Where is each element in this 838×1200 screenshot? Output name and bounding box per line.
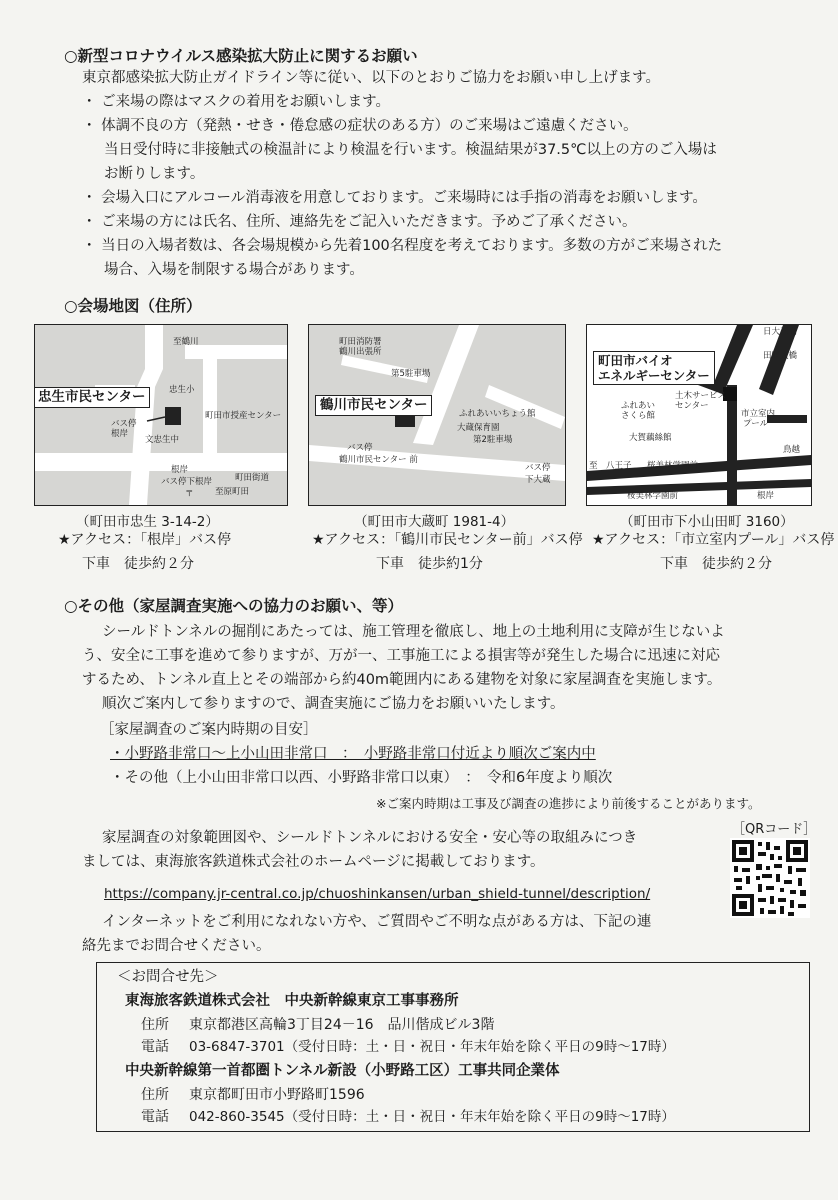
other-paragraph-5: 家屋調査の対象範囲図や、シールドトンネルにおける安全・安心等の取組みにつき <box>102 830 638 846</box>
map-bio-energy-address: （町田市下小山田町 3160） <box>620 514 794 530</box>
map-tadao-label-5: 根岸 <box>111 429 129 439</box>
contact-title: ＜お問合せ先＞ <box>117 969 219 985</box>
map-bio-label-14: 根岸 <box>757 491 775 501</box>
map-bio-label-3: ふれあい <box>621 401 656 411</box>
covid-bullet-mask: ・ ご来場の際はマスクの着用をお願いします。 <box>82 94 390 110</box>
covid-intro: 東京都感染拡大防止ガイドライン等に従い、以下のとおりご協力をお願い申し上げます。 <box>82 70 660 86</box>
contact-phone-1: 03-6847-3701（受付日時：土・日・祝日・年末年始を除く平日の9時～17時） <box>189 1039 675 1055</box>
map-tadao-address: （町田市忠生 3-14-2） <box>76 514 219 530</box>
map-tadao-label-1: 至鶴川 <box>173 337 199 347</box>
contact-box <box>96 962 810 1132</box>
covid-bullet-capacity-2: 場合、入場を制限する場合があります。 <box>104 262 364 278</box>
map-tadao-walk: 下車 徒歩約２分 <box>82 556 194 572</box>
contact-address-1: 東京都港区高輪3丁目24－16 品川偕成ビル3階 <box>189 1017 495 1033</box>
map-tsurukawa-label-5: 大蔵保育園 <box>457 423 500 433</box>
map-tadao-label-2: 忠生小 <box>169 385 195 395</box>
map-tadao-label-7: 根岸 <box>171 465 189 475</box>
map-tsurukawa-label-3: 第5駐車場 <box>391 369 431 379</box>
covid-bullet-health: ・ 体調不良の方（発熱・せき・倦怠感の症状のある方）のご来場はご遠慮ください。 <box>82 118 638 134</box>
contact-address-2: 東京都町田市小野路町1596 <box>189 1087 365 1103</box>
map-bio-label-6: センター <box>675 401 709 411</box>
contact-org-1: 東海旅客鉄道株式会社 中央新幹線東京工事事務所 <box>125 993 459 1009</box>
other-paragraph-3: するため、トンネル直上とその端部から約40m範囲内にある建物を対象に家屋調査を実施します。 <box>82 672 722 688</box>
covid-bullet-alcohol: ・ 会場入口にアルコール消毒液を用意しております。ご来場時には手指の消毒をお願いします。 <box>82 190 707 206</box>
other-paragraph-1: シールドトンネルの掘削にあたっては、施工管理を徹底し、地上の土地利用に支障が生じないよ <box>102 624 725 640</box>
covid-bullet-capacity: ・ 当日の入場者数は、各会場規模から先着100名程度を考えております。多数の方がご来場された <box>82 238 723 254</box>
map-bio-energy <box>586 324 812 506</box>
survey-schedule-heading: ［家屋調査のご案内時期の目安］ <box>100 722 318 738</box>
contact-address-label-1: 住所 <box>141 1017 169 1033</box>
homepage-link[interactable]: https://company.jr-central.co.jp/chuoshinkansen/urban_shield-tunnel/description/ <box>104 886 651 902</box>
map-bio-label-5: 土木サービス <box>675 391 727 401</box>
survey-schedule-note: ※ご案内時期は工事及び調査の進捗により前後することがあります。 <box>376 796 761 811</box>
covid-bullet-health-3: お断りします。 <box>104 166 205 182</box>
qr-code-icon <box>730 838 810 918</box>
other-heading: ○その他（家屋調査実施への協力のお願い、等） <box>64 597 404 615</box>
map-tsurukawa-label-4: ふれあいいちょう館 <box>459 409 536 419</box>
other-paragraph-4: 順次ご案内して参りますので、調査実施にご協力をお願いいたします。 <box>102 696 565 712</box>
map-tadao-access: ★アクセス：「根岸」バス停 <box>58 532 232 548</box>
map-tsurukawa-label-8: 鶴川市民センター 前 <box>339 455 418 465</box>
qr-code-label: ［QRコード］ <box>732 822 817 837</box>
survey-schedule-item-1: ・小野路非常口～上小山田非常口 ： 小野路非常口付近より順次ご案内中 <box>110 746 596 762</box>
other-paragraph-6: ましては、東海旅客鉄道株式会社のホームページに掲載しております。 <box>82 854 545 870</box>
map-tadao-label-6: 文忠生中 <box>145 435 180 445</box>
covid-bullet-health-2: 当日受付時に非接触式の検温計により検温を行います。検温結果が37.5℃以上の方のご入場は <box>104 142 717 158</box>
map-bio-label-4: さくら館 <box>621 411 656 421</box>
map-tadao-label-9: 町田街道 <box>235 473 270 483</box>
map-tsurukawa-access: ★アクセス：「鶴川市民センター前」バス停 <box>312 532 583 548</box>
map-tadao-label-8: バス停下根岸 <box>161 477 213 487</box>
map-bio-label-1: 日大三高 <box>763 327 798 337</box>
map-tsurukawa-address: （町田市大蔵町 1981-4） <box>354 514 515 530</box>
other-paragraph-8: 絡先までお問合せください。 <box>82 938 271 954</box>
map-tsurukawa-name: 鶴川市民センター <box>315 395 432 416</box>
map-tadao-label-4: バス停 <box>111 419 137 429</box>
map-tsurukawa-label-1: 町田消防署 <box>339 337 382 347</box>
survey-schedule-item-2: ・その他（上小山田非常口以西、小野路非常口以東） ： 令和6年度より順次 <box>110 770 613 786</box>
other-paragraph-2: う、安全に工事を進めて参りますが、万が一、工事施工による損害等が発生した場合に迅速に対応 <box>82 648 720 664</box>
map-bio-label-13: 桜美林学園前 <box>627 491 679 501</box>
qr-code[interactable] <box>730 838 810 918</box>
map-tadao-label-3: 町田市授産センター <box>205 411 282 421</box>
map-tadao <box>34 324 288 506</box>
map-tadao-label-10: 至原町田 <box>215 487 250 497</box>
map-tsurukawa <box>308 324 566 506</box>
maps-heading: ○会場地図（住所） <box>64 297 202 315</box>
map-tsurukawa-walk: 下車 徒歩約1分 <box>376 556 483 572</box>
map-tsurukawa-label-7: バス停 <box>347 443 373 453</box>
covid-bullet-register: ・ ご来場の方には氏名、住所、連絡先をご記入いただきます。予めご了承ください。 <box>82 214 637 230</box>
map-tsurukawa-label-2: 鶴川出張所 <box>339 347 382 357</box>
map-bio-energy-walk: 下車 徒歩約２分 <box>660 556 772 572</box>
map-bio-label-11: 至 八王子 <box>589 461 632 471</box>
map-tsurukawa-label-6: 第2駐車場 <box>473 435 513 445</box>
contact-phone-label-2: 電話 <box>141 1109 169 1125</box>
map-bio-label-12: 桜美林学園前 <box>647 461 699 471</box>
map-bio-energy-name: 町田市バイオ エネルギーセンター <box>593 351 715 385</box>
map-bio-label-9: プール <box>743 419 769 429</box>
map-tsurukawa-label-9: バス停 <box>525 463 551 473</box>
map-bio-label-8: 市立室内 <box>741 409 776 419</box>
other-paragraph-7: インターネットをご利用になれない方や、ご質問やご不明な点がある方は、下記の連 <box>102 914 652 930</box>
map-tsurukawa-label-10: 下大蔵 <box>525 475 551 485</box>
map-bio-energy-access: ★アクセス：「市立室内プール」バス停 <box>592 532 835 548</box>
map-bio-label-2: 田畔大橋 <box>763 351 798 361</box>
contact-phone-2: 042-860-3545（受付日時：土・日・祝日・年末年始を除く平日の9時～17時） <box>189 1109 675 1125</box>
covid-heading: ○新型コロナウイルス感染拡大防止に関するお願い <box>64 47 418 65</box>
map-bio-label-10: 鳥越 <box>783 445 801 455</box>
contact-address-label-2: 住所 <box>141 1087 169 1103</box>
map-bio-label-7: 大賀藕絲館 <box>629 433 672 443</box>
contact-phone-label-1: 電話 <box>141 1039 169 1055</box>
map-tadao-name: 忠生市民センター <box>34 387 150 408</box>
contact-org-2: 中央新幹線第一首都圏トンネル新設（小野路工区）工事共同企業体 <box>125 1063 560 1079</box>
map-tadao-label-11: 〒 <box>185 489 194 499</box>
